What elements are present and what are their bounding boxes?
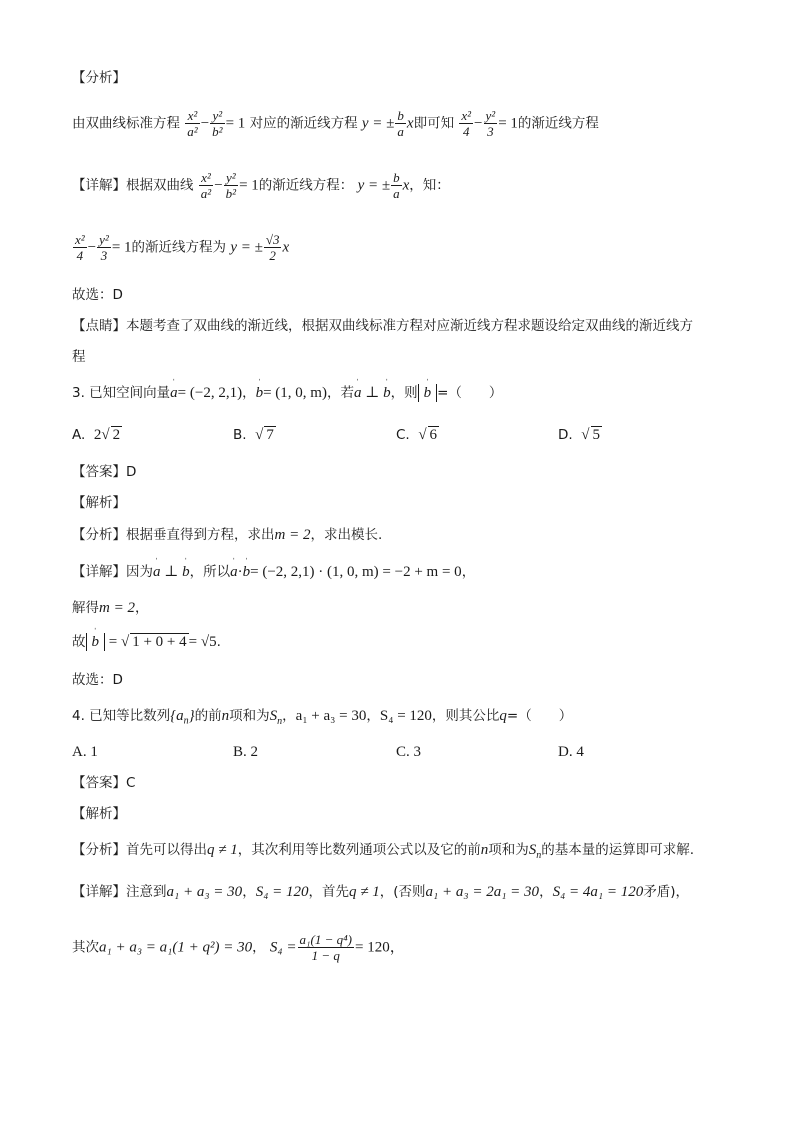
q4-last: 其次a₁ + a₃ = a₁(1 + q²) = 30， S₄ = $\frac{\text{a₁(1 − q⁴)}}{1 - q}$ = 120，	[72, 932, 405, 963]
q3-option-b: B. √ 7	[233, 427, 274, 443]
frac-y2-b2: $\frac{\text{y²}}{\text{b²}}$	[212, 108, 223, 139]
q4-analysis: 【分析】首先可以得出q ≠ 1，其次利用等比数列通项公式以及它的前n项和为$S_n$的基本量的运算即可求解.	[72, 842, 695, 861]
q2-comment-1: 【点睛】本题考查了双曲线的渐近线，根据双曲线标准方程对应渐近线方程求题设给定双曲线的渐近线方	[72, 318, 693, 334]
q3-analysis: 【分析】根据垂直得到方程，求出m = 2，求出模长.	[72, 527, 383, 543]
frac-y2-3: $\frac{\text{y²}}{3}$	[485, 108, 496, 139]
q2-result-line: $\frac{\text{x²}}{4}$ − $\frac{\text{y²}}{3}$ = 1的渐近线方程为 y = ± $\frac{√3}{2}$ x	[75, 232, 290, 263]
q4-option-d: D. 4	[558, 744, 584, 760]
q3-explain-label: 【解析】	[72, 495, 126, 511]
q3-choice: 故选：D	[72, 672, 123, 688]
label-analysis: 【分析】	[72, 70, 126, 86]
q2-choice: 故选：D	[72, 287, 123, 303]
q3-stem: 3. 已知空间向量ˈ a= (−2, 2,1)，ˈ b= (1, 0, m)，若ˈ a ⊥ ˈ b，则ˈ b =（ ）	[72, 383, 502, 403]
q2-detail-line: 【详解】根据双曲线 $\frac{\text{x²}}{\text{a²}}$ − $\frac{\text{y²}}{\text{b²}}$ = 1的渐近线方程： y = ± $\frac{b}{a}$ x，知：	[72, 170, 450, 201]
q3-detail: 【详解】因为ˈ a ⊥ ˈ b，所以ˈ a·ˈ b= (−2, 2,1) · (1, 0, m) = −2 + m = 0，	[72, 562, 475, 582]
q2-analysis-line: 由双曲线标准方程 $\frac{\text{x²}}{\text{a²}}$ − $\frac{\text{y²}}{\text{b²}}$ = 1 对应的渐近线方程 y = ± $\frac{b}{a}$ x即可知 $\frac{\text{x²}}{4}$ − $\frac{\text{y²}}{3}$ = 1的渐近线方程	[72, 108, 599, 139]
q2-comment-2: 程	[72, 349, 86, 365]
q3-option-a: A. 2√ 2	[72, 427, 121, 443]
q4-option-c: C. 3	[396, 744, 422, 760]
q3-answer: 【答案】D	[72, 464, 137, 480]
q4-explain-label: 【解析】	[72, 806, 126, 822]
frac-s4: $\frac{\text{a₁(1 − q⁴)}}{1 - q}$	[299, 932, 352, 963]
q3-option-d: D. √ 5	[558, 427, 601, 443]
frac-x2-a2: $\frac{\text{x²}}{\text{a²}}$	[187, 108, 198, 139]
q3-norm: 故ˈ b = √ 1 + 0 + 4 = √5.	[72, 632, 221, 652]
q4-stem: 4. 已知等比数列$\{a_n\}$的前n项和为$S_n$，a₁ + a₃ = 30，S₄ = 120，则其公比q=（ ）	[72, 708, 573, 727]
frac-x2-4: $\frac{\text{x²}}{4}$	[461, 108, 472, 139]
q3-solve: 解得m = 2，	[72, 600, 149, 616]
frac-b-a: $\frac{b}{a}$	[397, 108, 404, 139]
q4-option-b: B. 2	[233, 744, 259, 760]
q3-option-c: C. √ 6	[396, 427, 438, 443]
q4-answer: 【答案】C	[72, 775, 136, 791]
q4-detail: 【详解】注意到a₁ + a₃ = 30，S₄ = 120，首先q ≠ 1，(否则a₁ + a₃ = 2a₁ = 30，S₄ = 4a₁ = 120矛盾)，	[72, 884, 690, 900]
q4-option-a: A. 1	[72, 744, 98, 760]
